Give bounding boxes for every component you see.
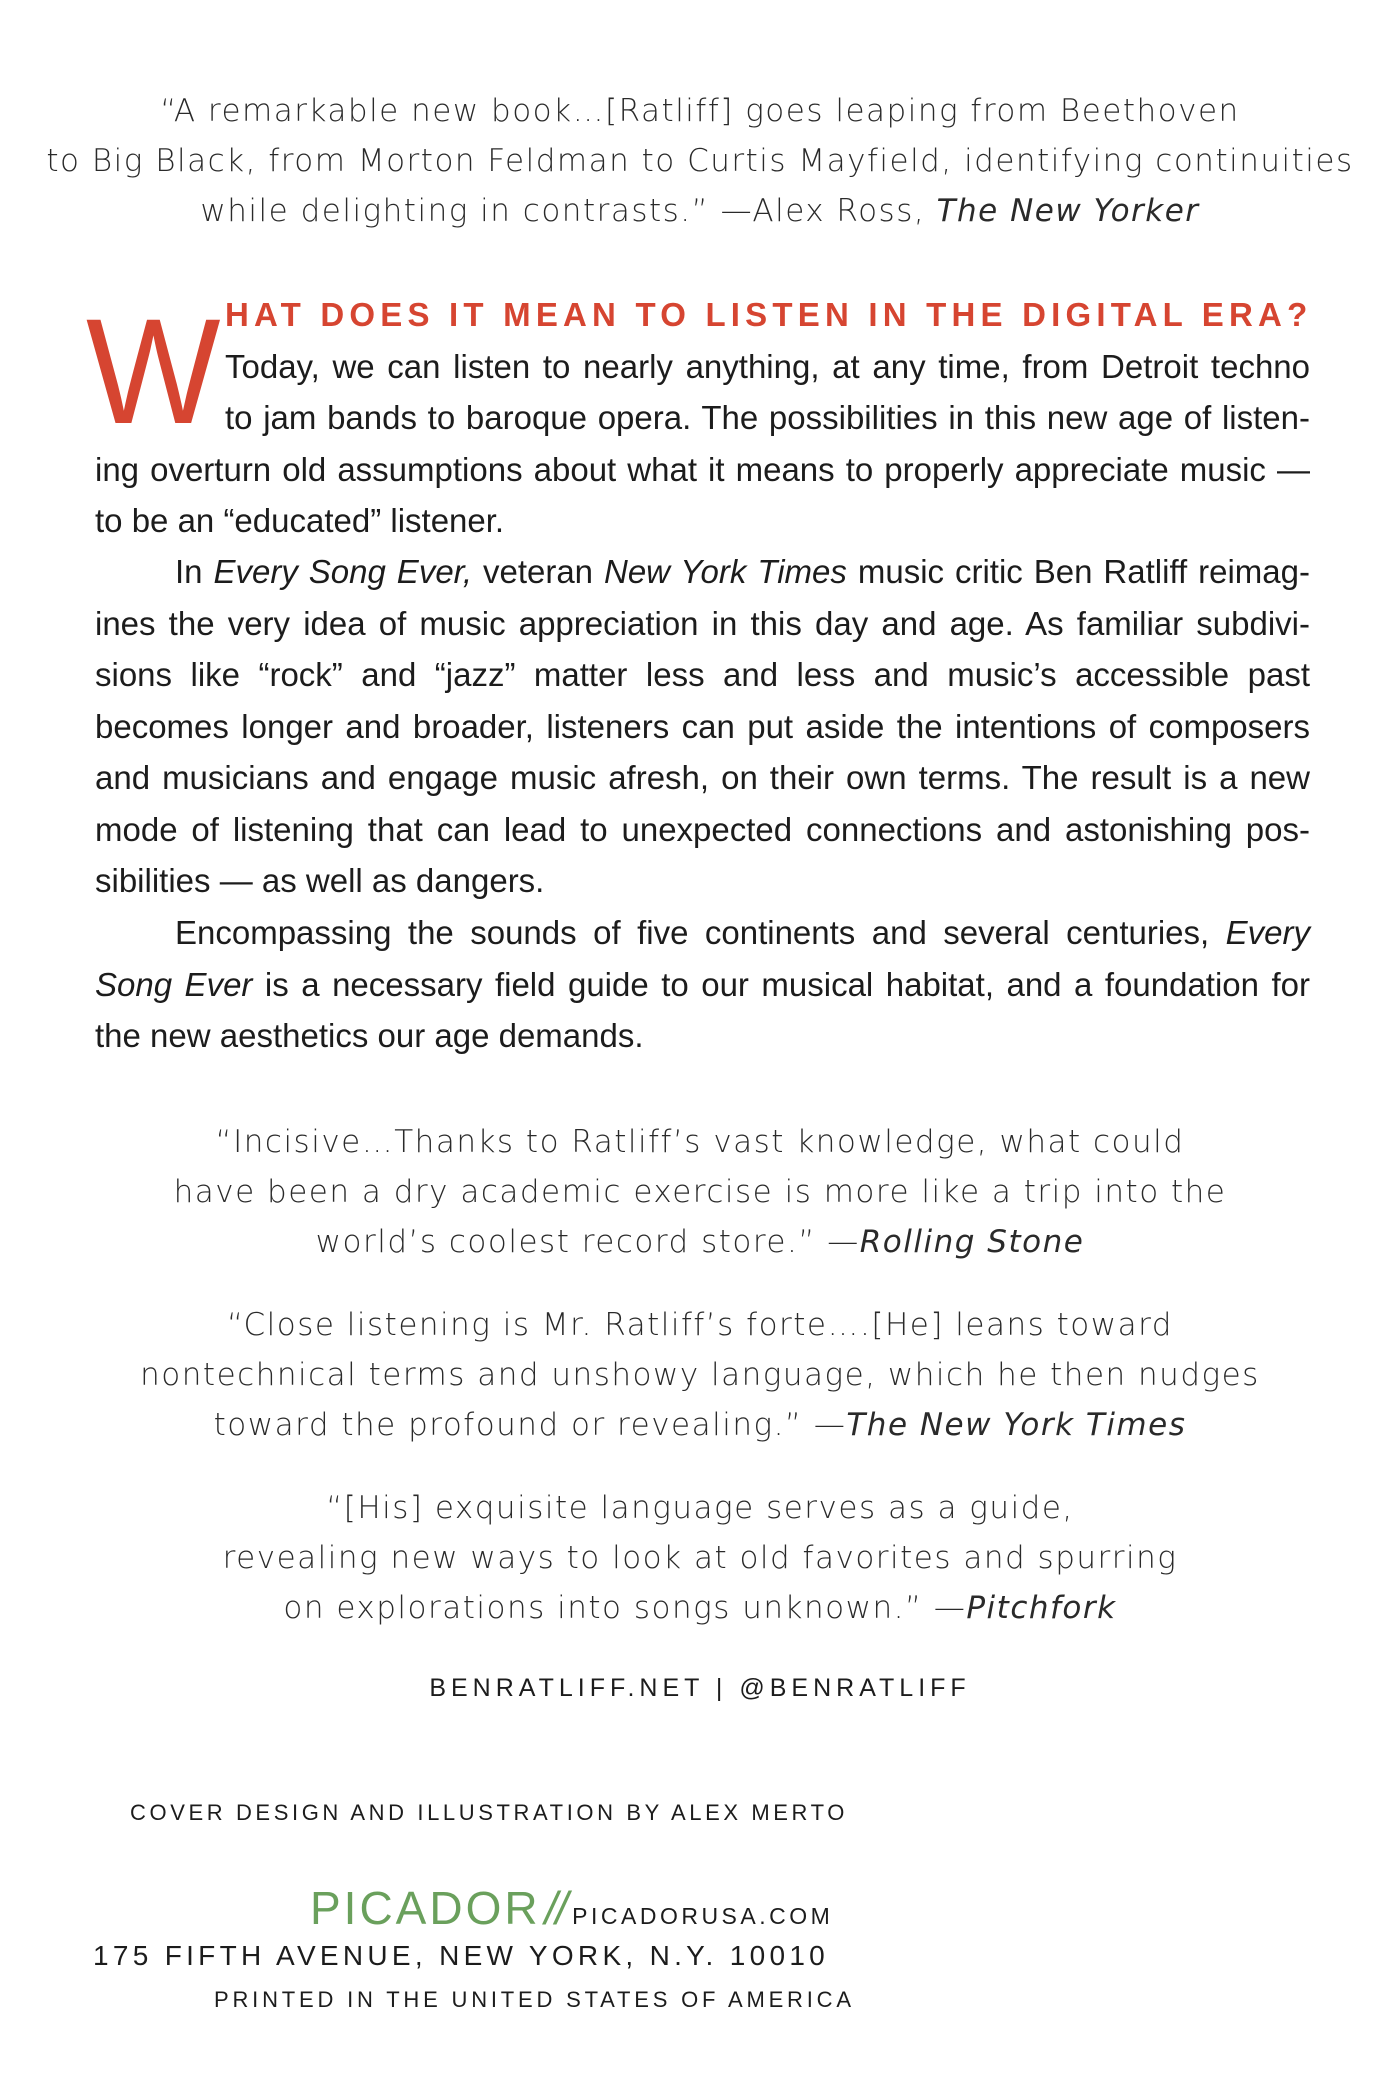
top-review-quote: [0, 86, 1400, 236]
publisher-slashes: //: [544, 1882, 567, 1934]
body-line: sions like “rock” and “jazz” matter less and less and music’s accessible past: [95, 656, 1310, 693]
quote-line: toward the profound or revealing.” —: [213, 1407, 847, 1443]
publisher-address: 175 FIFTH AVENUE, NEW YORK, N.Y. 10010: [93, 1940, 830, 1971]
quote-line: “[His] exquisite language serves as a guide,: [326, 1490, 1074, 1526]
book-title: Every: [1225, 914, 1310, 951]
headline: HAT DOES IT MEAN TO LISTEN IN THE DIGITAL ERA?: [225, 296, 1313, 333]
description-paragraph-3: Encompassing the sounds of five continents and several centuries, Every Song Ever is a necessary field guide to our musical habitat, and a foundation for the new aesthetics our age demands.: [95, 907, 1310, 1062]
quote-line: to Big Black, from Morton Feldman to Curtis Mayfield, identifying continuities: [46, 143, 1354, 179]
book-title: Song Ever: [95, 965, 253, 1003]
quote-line: “Close listening is Mr. Ratliff’s forte….[He] leans toward: [227, 1307, 1173, 1343]
cover-credit: COVER DESIGN AND ILLUSTRATION BY ALEX MERTO: [130, 1800, 848, 1825]
intro-paragraph: [95, 289, 1313, 547]
quote-source: The New Yorker: [936, 193, 1200, 229]
review-quote-nyt: [0, 1300, 1400, 1450]
quote-line: “A remarkable new book…[Ratliff] goes leaping from Beethoven: [160, 93, 1240, 129]
description-paragraph-2: In Every Song Ever, veteran New York Times music critic Ben Ratliff reimag- ines the very idea of music appreciation in this day and age. As familiar subdivi- sions like “rock” and “jazz” matter less and less and music’s accessible past becomes longer and broader, listeners can put aside the intentions of composers and musicians and engage music afresh, on their own terms. The result is a new mode of listening that can lead to unexpected connections and astonishing pos- sibilities — as well as dangers.: [95, 546, 1310, 907]
publication-name: New York Times: [604, 553, 847, 590]
quote-line: on explorations into songs unknown.” —: [283, 1590, 967, 1626]
printed-in: PRINTED IN THE UNITED STATES OF AMERICA: [214, 1987, 855, 2012]
drop-cap: W: [86, 287, 221, 455]
publisher-line: [310, 1881, 833, 1935]
body-line: to be an “educated” listener.: [95, 502, 505, 539]
body-line: and musicians and engage music afresh, on their own terms. The result is a new: [95, 759, 1310, 796]
quote-source: Rolling Stone: [859, 1224, 1085, 1260]
publisher-url: PICADORUSA.COM: [572, 1903, 834, 1929]
quote-source: The New York Times: [846, 1407, 1187, 1443]
body-line: ing overturn old assumptions about what it means to properly appreciate music —: [95, 450, 1310, 488]
quote-line: “Incisive…Thanks to Ratliff’s vast knowledge, what could: [215, 1124, 1185, 1160]
body-line: mode of listening that can lead to unexpected connections and astonishing pos-: [95, 810, 1310, 848]
quote-line: revealing new ways to look at old favorites and spurring: [222, 1540, 1178, 1576]
quote-source: Pitchfork: [966, 1590, 1117, 1626]
body-line: ines the very idea of music appreciation in this day and age. As familiar subdivi-: [95, 604, 1310, 642]
author-website: BENRATLIFF.NET | @BENRATLIFF: [429, 1674, 971, 1702]
review-quote-rolling-stone: [0, 1117, 1400, 1267]
body-line: the new aesthetics our age demands.: [95, 1017, 644, 1054]
quote-line: have been a dry academic exercise is more like a trip into the: [173, 1174, 1227, 1210]
quote-line: while delighting in contrasts.” —Alex Ross,: [200, 193, 937, 229]
quote-line: world’s coolest record store.” —: [315, 1224, 860, 1260]
body-line: Today, we can listen to nearly anything, at any time, from Detroit techno: [225, 347, 1310, 385]
body-line: sibilities — as well as dangers.: [95, 862, 545, 899]
book-title: Every Song Ever,: [213, 553, 473, 590]
quote-line: nontechnical terms and unshowy language, which he then nudges: [140, 1357, 1260, 1393]
body-line: to jam bands to baroque opera. The possibilities in this new age of listen-: [225, 399, 1310, 436]
review-quote-pitchfork: [0, 1483, 1400, 1633]
publisher-logo: PICADOR: [310, 1882, 541, 1934]
body-line: becomes longer and broader, listeners can put aside the intentions of composers: [95, 707, 1310, 745]
